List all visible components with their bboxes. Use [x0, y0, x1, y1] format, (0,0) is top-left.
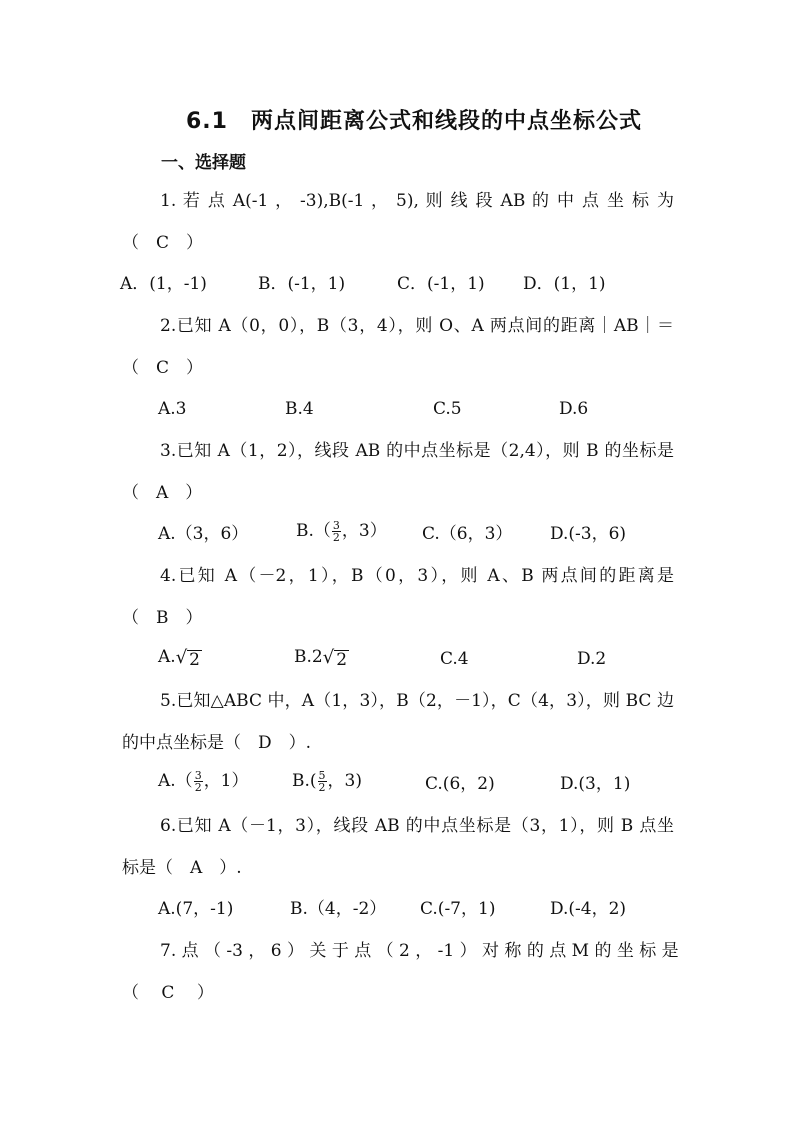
q3-answer: （ A ） [122, 483, 203, 503]
q4-option-a [158, 646, 202, 669]
q5-stem-continued: 的中点坐标是（ D ）. [122, 733, 312, 753]
fraction-denominator: 2 [194, 781, 202, 794]
fraction [194, 770, 203, 793]
radical-sign: √ [175, 646, 188, 668]
section-heading: 一、选择题 [161, 153, 246, 173]
q3-option-d: D.(-3，6) [550, 524, 627, 544]
q2-option-c: C.5 [433, 399, 462, 419]
sqrt-symbol [323, 647, 349, 669]
q5-option-b-prefix: B.( [292, 771, 317, 791]
page-title: 6.1 两点间距离公式和线段的中点坐标公式 [186, 109, 642, 134]
q1-option-c: C．(-1，1) [397, 274, 485, 294]
q2-answer: （ C ） [122, 358, 204, 378]
q6-stem: 6.已知 A（－1，3），线段 AB 的中点坐标是（3，1），则 B 点坐 [160, 816, 674, 836]
q3-option-c: C.（6，3） [422, 524, 513, 544]
q3-option-b-prefix: B.（ [296, 521, 331, 541]
q1-option-a: A．(1，-1) [120, 274, 207, 294]
fraction [332, 520, 341, 543]
q5-option-a-prefix: A.（ [158, 771, 193, 791]
q7-answer: （ C ） [122, 983, 214, 1003]
q5-option-a [158, 770, 249, 793]
q7-stem: 7. 点 （ -3 ， 6 ） 关 于 点 （ 2 ， -1 ） 对 称 的 点 M 的 坐 标 是 [160, 941, 679, 961]
q1-stem: 1. 若 点 A(-1 ， -3),B(-1 ， 5), 则 线 段 AB 的 中 点 坐 标 为 [160, 191, 674, 211]
q3-stem: 3.已知 A（1，2），线段 AB 的中点坐标是（2,4），则 B 的坐标是 [160, 441, 674, 461]
fraction-denominator: 2 [332, 531, 340, 544]
fraction-numerator: 3 [332, 519, 340, 532]
q2-option-d: D.6 [559, 399, 589, 419]
q2-option-b: B.4 [285, 399, 314, 419]
q4-option-c: C.4 [440, 649, 469, 669]
q4-option-b [294, 646, 349, 669]
q1-option-b: B．(-1，1) [258, 274, 346, 294]
fraction-numerator: 3 [194, 769, 202, 782]
fraction-numerator: 5 [318, 769, 326, 782]
q2-option-a: A.3 [158, 399, 187, 419]
q5-option-b [292, 770, 362, 793]
q4-answer: （ B ） [122, 608, 203, 628]
fraction-denominator: 2 [318, 781, 326, 794]
q5-option-b-suffix: ，3) [327, 771, 362, 791]
q4-option-b-prefix: B.2 [294, 647, 323, 667]
q3-option-a: A.（3，6） [158, 524, 249, 544]
radical-sign: √ [322, 646, 335, 668]
q5-option-d: D.(3，1) [560, 774, 631, 794]
q1-answer: （ C ） [122, 233, 204, 253]
q6-option-d: D.(-4，2) [550, 899, 627, 919]
q5-option-c: C.(6，2) [425, 774, 495, 794]
radicand: 2 [336, 649, 348, 670]
q6-stem-continued: 标是（ A ）. [122, 858, 242, 878]
q6-option-c: C.(-7，1) [420, 899, 496, 919]
q2-stem: 2.已知 A（0，0），B（3，4），则 O、A 两点间的距离｜AB｜＝ [160, 316, 674, 336]
q3-option-b [296, 520, 387, 543]
q4-stem: 4.已知 A（－2，1），B（0，3），则 A、B 两点间的距离是 [160, 566, 674, 586]
q3-option-b-suffix: ，3） [341, 521, 387, 541]
sqrt-symbol [176, 647, 202, 669]
q5-option-a-suffix: ，1） [203, 771, 249, 791]
q5-stem: 5.已知△ABC 中，A（1，3），B（2，－1），C（4，3），则 BC 边 [160, 691, 674, 711]
q4-option-a-prefix: A. [158, 647, 176, 667]
q6-option-b: B.（4，-2） [290, 899, 387, 919]
q4-option-d: D.2 [577, 649, 607, 669]
radicand: 2 [189, 649, 200, 670]
fraction [318, 770, 327, 793]
q1-option-d: D．(1，1) [523, 274, 606, 294]
q6-option-a: A.(7，-1) [158, 899, 234, 919]
